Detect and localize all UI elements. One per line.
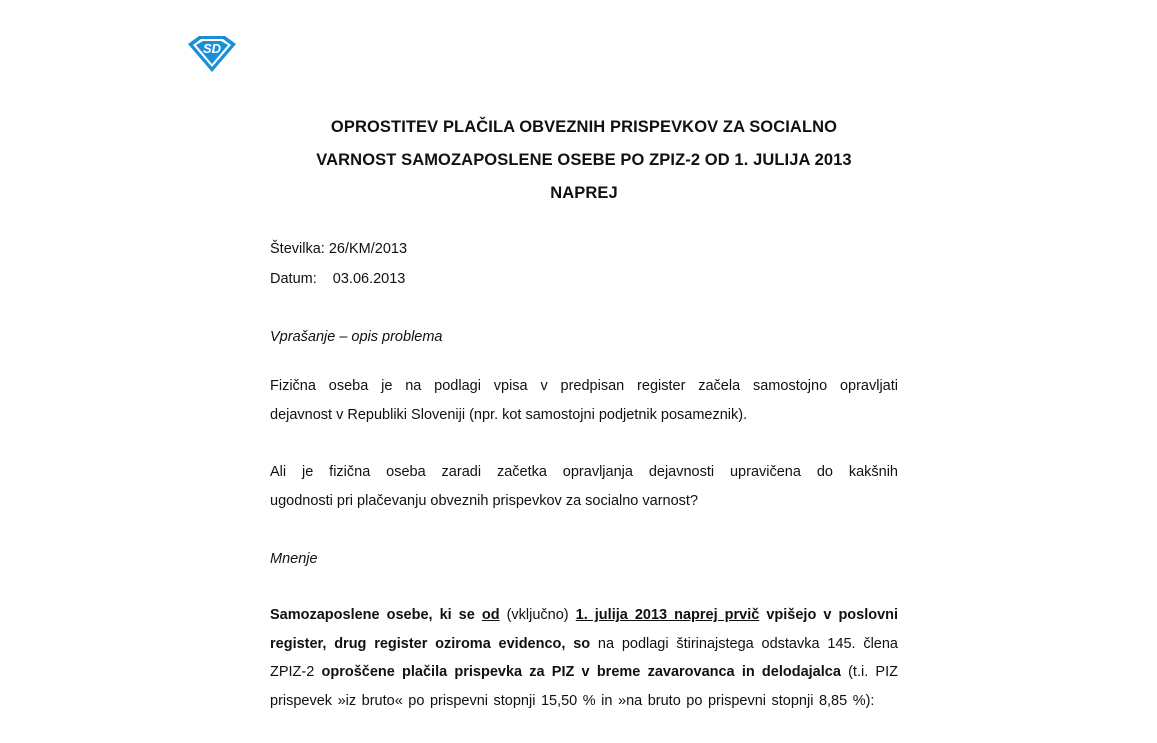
underlined-text: od [481, 607, 500, 623]
paragraph-line: Ali je fizična oseba zaradi začetka opravljanja dejavnosti upravičena do kakšnih [270, 464, 898, 480]
paragraph-line: Fizična oseba je na podlagi vpisa v predpisan register začela samostojno opravljati [270, 378, 898, 394]
underlined-text: 1. julija 2013 naprej prvič [575, 607, 760, 623]
normal-text: % in »na bruto po prispevni stopnji 8,85 %): [582, 692, 875, 709]
normal-text: (t.i. PIZ prispevek »iz bruto« po prispevni stopnji 15,50 [270, 664, 898, 709]
company-logo-icon [185, 34, 239, 74]
question-paragraph-2 [270, 458, 898, 515]
opinion-heading: Mnenje [270, 551, 318, 567]
normal-text: odstavka 145. člena ZPIZ-2 [270, 635, 898, 680]
document-date [270, 271, 405, 287]
document-title [265, 111, 903, 210]
question-heading: Vprašanje – opis problema [270, 329, 443, 345]
title-line-1: OPROSTITEV PLAČILA OBVEZNIH PRISPEVKOV ZA SOCIALNO [330, 118, 838, 136]
bold-text: poslovni register, drug register oziroma evidenco, so [270, 607, 899, 652]
paragraph-line: dejavnost v Republiki Sloveniji (npr. kot samostojni podjetnik posameznik). [270, 406, 748, 423]
document-number: Številka: 26/KM/2013 [270, 241, 408, 257]
bold-text: oproščene plačila prispevka za PIZ v breme [321, 664, 641, 680]
date-label: Datum: [270, 271, 317, 287]
normal-text: na podlagi štirinajstega [597, 635, 754, 652]
date-value: 03.06.2013 [332, 271, 406, 287]
bold-text: Samozaposlene osebe, ki se [270, 607, 475, 623]
normal-text: (vključno) [506, 607, 569, 623]
paragraph-line: ugodnosti pri plačevanju obveznih prispevkov za socialno varnost? [270, 492, 699, 509]
title-line-3: NAPREJ [550, 184, 618, 202]
opinion-paragraph [270, 601, 898, 715]
bold-text: zavarovanca in delodajalca [647, 664, 841, 680]
title-line-2: VARNOST SAMOZAPOSLENE OSEBE PO ZPIZ-2 OD 1. JULIJA 2013 [316, 151, 852, 169]
logo-text: SD [202, 41, 222, 56]
question-paragraph-1 [270, 372, 898, 429]
bold-text: vpišejo v [766, 607, 832, 623]
